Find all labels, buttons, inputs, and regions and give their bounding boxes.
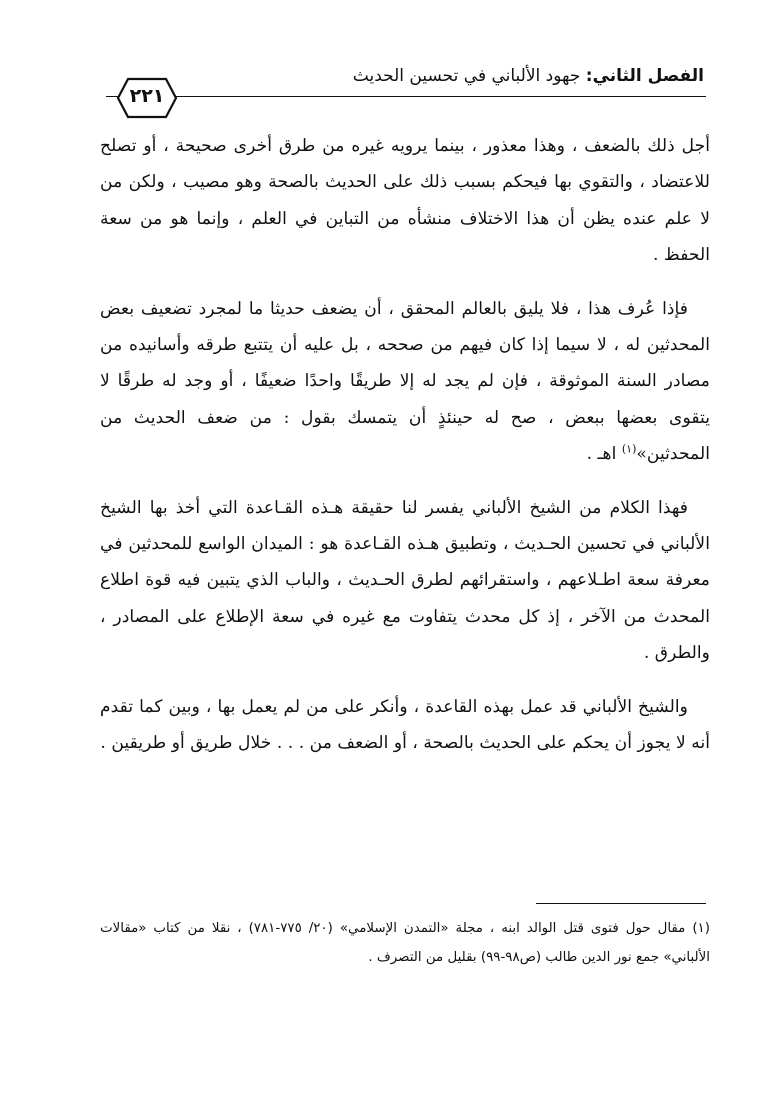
- paragraph-1: أجل ذلك بالضعف ، وهذا معذور ، بينما يرويه غيره من طرق أخرى صحيحة ، أو تصلح للاعتضاد ، والتقوي بها فيحكم بسبب ذلك على الحديث بالصحة وهو مصيب ، ولكن من لا علم عنده يظن أن هذا الاختلاف منشأه من التباين في العلم ، وإنما هو من سعة الحفظ .: [100, 136, 710, 266]
- paragraph-3: فهذا الكلام من الشيخ الألباني يفسر لنا حقيقة هـذه القـاعدة التي أخذ بها الشيخ الألباني في تحسين الحـديث ، وتطبيق هـذه القـاعدة هو : الميدان الواسع للمحدثين في معرفة سعة اطـلاعهم ، واستقرائهم لطرق الحـديث ، والباب الذي يتبين فيه قوة اطلاع المحدث من الآخر ، إذ كل محدث يتفاوت مع غيره في سعة الإطلاع على المصادر ، والطرق .: [100, 497, 710, 664]
- paragraph-2-text: فإذا عُرف هذا ، فلا يليق بالعالم المحقق ، أن يضعف حديثا ما لمجرد تضعيف بعض المحدثين له ، لا سيما إذا كان فيهم من صححه ، بل عليه أن يتتبع طرقه وأسانيده من مصادر السنة الموثوقة ، فإن لم يجد له إلا طريقًا واحدًا ضعيفًا ، أو وجد له طرقًا لا يتقوى بعضها ببعض ، صح له حينئذٍ أن يتمسك بقول : من ضعف الحديث من المحدثين»: [100, 298, 710, 465]
- paragraph-2: [100, 291, 710, 473]
- page-number-badge: [116, 76, 178, 120]
- footnote-reference: (١): [621, 442, 637, 456]
- page-number: ٢٢١: [129, 85, 165, 107]
- footnotes: [100, 914, 710, 972]
- chapter-label: الفصل الثاني:: [585, 66, 704, 86]
- main-text: [100, 128, 710, 779]
- footnote-separator: [536, 903, 706, 904]
- header-rule: [106, 96, 706, 97]
- chapter-title: جهود الألباني في تحسين الحديث: [352, 66, 581, 86]
- footnote-1: (١) مقال حول فتوى قتل الوالد ابنه ، مجلة «التمدن الإسلامي» (٢٠/ ٧٧٥-٧٨١) ، نقلا من كتاب «مقالات الألباني» جمع نور الدين طالب (ص٩٨-٩٩) بقليل من التصرف .: [100, 921, 710, 965]
- running-header: [106, 58, 706, 98]
- paragraph-4: والشيخ الألباني قد عمل بهذه القاعدة ، وأنكر على من لم يعمل بها ، وبين كما تقدم أنه لا يجوز أن يحكم على الحديث بالصحة ، أو الضعف من . . . خلال طريق أو طريقين .: [100, 696, 710, 754]
- paragraph-2-tail: اهـ .: [586, 444, 622, 465]
- header-title: [353, 66, 704, 86]
